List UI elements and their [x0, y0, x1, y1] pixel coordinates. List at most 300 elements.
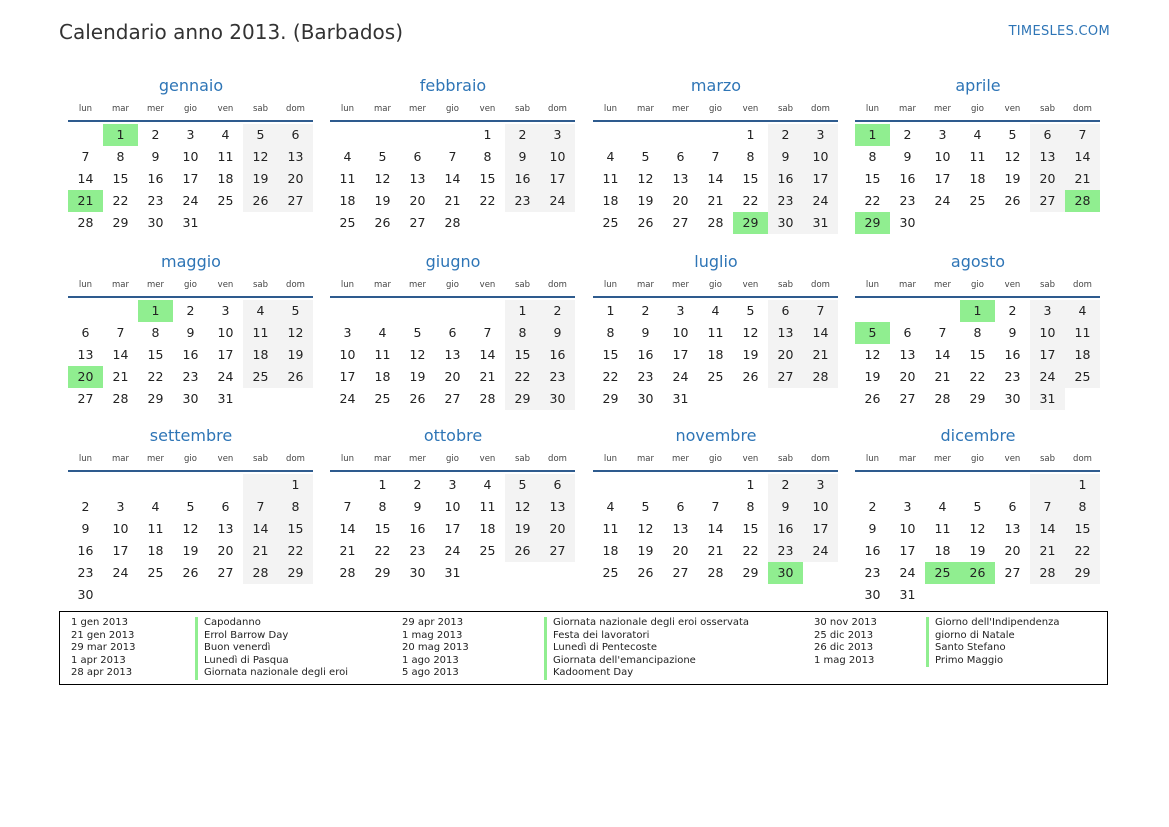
day-cell: 26 — [409, 391, 426, 406]
month-dicembre — [855, 424, 1101, 606]
weekday-header — [855, 100, 1101, 120]
legend-date: 26 dic 2013 — [814, 642, 874, 653]
weekday-label: mar — [637, 104, 654, 114]
day-cell: 25 — [479, 543, 496, 558]
day-cell: 21 — [339, 543, 356, 558]
weekday-label: lun — [340, 454, 355, 464]
legend-date: 25 dic 2013 — [814, 629, 874, 641]
day-grid — [68, 300, 314, 410]
day-cell: 3 — [343, 325, 352, 340]
day-cell: 5 — [278, 300, 313, 322]
day-cell: 19 — [278, 344, 313, 366]
day-cell: 24 — [182, 193, 199, 208]
day-cell: 17 — [1030, 344, 1065, 366]
weekday-label: mar — [112, 280, 129, 290]
legend-names — [544, 617, 749, 680]
day-cell: 25 — [602, 215, 619, 230]
day-cell: 14 — [339, 521, 356, 536]
day-cell: 1 — [278, 474, 313, 496]
day-cell: 17 — [899, 543, 916, 558]
day-cell: 3 — [803, 124, 838, 146]
months-grid — [68, 74, 1102, 604]
weekday-label: dom — [811, 454, 830, 464]
day-cell: 29 — [112, 215, 129, 230]
day-cell: 28 — [339, 565, 356, 580]
day-cell: 28 — [707, 565, 724, 580]
legend-date: 20 mag 2013 — [402, 642, 469, 653]
day-cell: 27 — [278, 190, 313, 212]
weekday-header — [68, 100, 314, 120]
empty-day-cell — [698, 474, 733, 496]
day-cell: 26 — [1004, 193, 1021, 208]
day-cell: 29 — [278, 562, 313, 584]
day-cell: 11 — [217, 149, 234, 164]
day-cell: 20 — [217, 543, 234, 558]
header-divider — [68, 120, 313, 122]
day-cell: 9 — [81, 521, 90, 536]
day-cell: 16 — [77, 543, 94, 558]
day-cell: 14 — [243, 518, 278, 540]
day-cell: 5 — [413, 325, 422, 340]
day-cell: 9 — [868, 521, 877, 536]
weekday-label: mer — [933, 104, 951, 114]
day-cell: 17 — [339, 369, 356, 384]
weekday-label: gio — [709, 454, 722, 464]
day-cell: 2 — [641, 303, 650, 318]
day-cell: 27 — [899, 391, 916, 406]
day-cell: 30 — [182, 391, 199, 406]
day-cell: 24 — [803, 540, 838, 562]
day-cell: 26 — [742, 369, 759, 384]
day-cell: 2 — [151, 127, 160, 142]
day-cell: 15 — [147, 347, 164, 362]
weekday-label: ven — [217, 454, 234, 464]
day-cell: 28 — [112, 391, 129, 406]
day-cell: 16 — [409, 521, 426, 536]
day-cell: 27 — [672, 565, 689, 580]
weekday-label: ven — [479, 454, 496, 464]
legend-date: 29 apr 2013 — [402, 617, 464, 628]
day-cell: 1 — [746, 477, 755, 492]
day-cell: 8 — [505, 322, 540, 344]
day-cell: 5 — [378, 149, 387, 164]
day-cell: 14 — [1030, 518, 1065, 540]
day-cell: 21 — [707, 543, 724, 558]
day-cell: 9 — [151, 149, 160, 164]
day-cell: 27 — [1030, 190, 1065, 212]
day-cell: 31 — [803, 212, 838, 234]
legend-holiday-name: Kadooment Day — [553, 667, 634, 678]
day-cell: 11 — [1065, 322, 1100, 344]
day-cell: 18 — [217, 171, 234, 186]
day-cell: 27 — [768, 366, 803, 388]
day-cell: 5 — [505, 474, 540, 496]
weekday-label: dom — [286, 280, 305, 290]
day-cell: 12 — [864, 347, 881, 362]
day-cell: 12 — [1004, 149, 1021, 164]
empty-day-cell — [138, 474, 173, 496]
day-cell: 25 — [969, 193, 986, 208]
weekday-label: mer — [671, 454, 689, 464]
day-cell: 28 — [444, 215, 461, 230]
day-cell: 7 — [711, 499, 720, 514]
empty-day-cell — [470, 300, 505, 322]
weekday-label: mer — [408, 104, 426, 114]
holiday-day-cell: 1 — [960, 300, 995, 322]
day-cell: 13 — [540, 496, 575, 518]
day-cell: 6 — [448, 325, 457, 340]
day-cell: 26 — [637, 565, 654, 580]
day-cell: 17 — [934, 171, 951, 186]
day-cell: 5 — [1008, 127, 1017, 142]
month-title: gennaio — [158, 76, 224, 95]
day-cell: 29 — [505, 388, 540, 410]
weekday-label: mer — [933, 280, 951, 290]
day-cell: 3 — [903, 499, 912, 514]
empty-day-cell — [68, 300, 103, 322]
day-cell: 7 — [711, 149, 720, 164]
day-cell: 22 — [147, 369, 164, 384]
day-cell: 8 — [868, 149, 877, 164]
day-cell: 10 — [899, 521, 916, 536]
day-cell: 3 — [1030, 300, 1065, 322]
weekday-label: sab — [777, 454, 794, 464]
legend-holiday-name: Lunedì di Pentecoste — [553, 642, 657, 653]
day-cell: 16 — [540, 344, 575, 366]
day-cell: 13 — [1004, 521, 1021, 536]
day-cell: 15 — [969, 347, 986, 362]
day-cell: 16 — [505, 168, 540, 190]
day-cell: 20 — [444, 369, 461, 384]
day-cell: 6 — [278, 124, 313, 146]
weekday-label: ven — [742, 280, 759, 290]
day-cell: 22 — [505, 366, 540, 388]
day-cell: 30 — [637, 391, 654, 406]
month-title: settembre — [149, 426, 233, 445]
day-cell: 18 — [243, 344, 278, 366]
day-cell: 26 — [278, 366, 313, 388]
day-cell: 19 — [637, 193, 654, 208]
legend-dates — [71, 617, 136, 680]
day-cell: 4 — [243, 300, 278, 322]
weekday-label: lun — [865, 454, 880, 464]
day-cell: 23 — [899, 193, 916, 208]
day-cell: 14 — [479, 347, 496, 362]
weekday-label: sab — [252, 104, 269, 114]
weekday-label: ven — [1004, 454, 1021, 464]
day-cell: 4 — [343, 149, 352, 164]
month-title: luglio — [694, 252, 738, 271]
day-cell: 19 — [864, 369, 881, 384]
day-cell: 30 — [540, 388, 575, 410]
legend-date: 28 apr 2013 — [71, 667, 133, 678]
day-cell: 30 — [1004, 391, 1021, 406]
weekday-label: mer — [146, 104, 164, 114]
day-cell: 25 — [339, 215, 356, 230]
day-cell: 16 — [637, 347, 654, 362]
day-cell: 21 — [1065, 168, 1100, 190]
day-cell: 12 — [637, 521, 654, 536]
empty-day-cell — [698, 124, 733, 146]
day-cell: 8 — [1065, 496, 1100, 518]
weekday-header — [330, 276, 576, 296]
weekday-label: lun — [78, 280, 93, 290]
day-cell: 2 — [768, 124, 803, 146]
day-cell: 29 — [1065, 562, 1100, 584]
day-cell: 30 — [768, 212, 803, 234]
empty-day-cell — [400, 300, 435, 322]
day-cell: 17 — [112, 543, 129, 558]
day-grid — [330, 124, 576, 234]
day-cell: 28 — [803, 366, 838, 388]
weekday-label: gio — [184, 454, 197, 464]
day-cell: 15 — [374, 521, 391, 536]
day-cell: 19 — [1004, 171, 1021, 186]
day-cell: 27 — [409, 215, 426, 230]
day-cell: 7 — [1065, 124, 1100, 146]
weekday-label: mer — [146, 454, 164, 464]
day-cell: 18 — [602, 193, 619, 208]
empty-day-cell — [855, 474, 890, 496]
weekday-label: mer — [933, 454, 951, 464]
day-cell: 23 — [637, 369, 654, 384]
holiday-day-cell: 21 — [68, 190, 103, 212]
day-cell: 22 — [374, 543, 391, 558]
month-giugno — [330, 250, 576, 410]
day-cell: 13 — [77, 347, 94, 362]
day-cell: 20 — [540, 518, 575, 540]
day-cell: 23 — [864, 565, 881, 580]
day-cell: 10 — [112, 521, 129, 536]
day-cell: 18 — [602, 543, 619, 558]
day-cell: 19 — [505, 518, 540, 540]
weekday-label: sab — [777, 280, 794, 290]
month-maggio — [68, 250, 314, 410]
legend-names — [195, 617, 348, 680]
day-cell: 11 — [969, 149, 986, 164]
holiday-day-cell: 28 — [1065, 190, 1100, 212]
holiday-day-cell: 20 — [68, 366, 103, 388]
day-cell: 14 — [1065, 146, 1100, 168]
weekday-label: gio — [971, 454, 984, 464]
day-cell: 11 — [602, 171, 619, 186]
day-cell: 26 — [182, 565, 199, 580]
day-cell: 24 — [444, 543, 461, 558]
weekday-label: mar — [374, 104, 391, 114]
day-cell: 6 — [221, 499, 230, 514]
day-cell: 4 — [378, 325, 387, 340]
day-cell: 29 — [374, 565, 391, 580]
empty-day-cell — [103, 474, 138, 496]
weekday-label: ven — [742, 454, 759, 464]
day-cell: 22 — [479, 193, 496, 208]
weekday-label: ven — [479, 280, 496, 290]
day-cell: 14 — [444, 171, 461, 186]
empty-day-cell — [330, 300, 365, 322]
day-cell: 17 — [803, 168, 838, 190]
day-cell: 9 — [1008, 325, 1017, 340]
header-divider — [68, 470, 313, 472]
day-cell: 12 — [278, 322, 313, 344]
legend-holiday-name: giorno di Natale — [935, 629, 1015, 641]
weekday-header — [330, 450, 576, 470]
day-cell: 2 — [903, 127, 912, 142]
day-cell: 20 — [672, 543, 689, 558]
legend-holiday-name: Giornata dell'emancipazione — [553, 654, 696, 666]
weekday-label: mar — [637, 280, 654, 290]
day-cell: 6 — [676, 499, 685, 514]
day-cell: 23 — [1004, 369, 1021, 384]
day-cell: 10 — [217, 325, 234, 340]
day-cell: 15 — [278, 518, 313, 540]
day-cell: 26 — [243, 190, 278, 212]
empty-day-cell — [435, 300, 470, 322]
legend-holiday-name: Giorno dell'Indipendenza — [935, 617, 1060, 628]
empty-day-cell — [68, 474, 103, 496]
day-cell: 20 — [768, 344, 803, 366]
day-cell: 11 — [934, 521, 951, 536]
holiday-day-cell: 1 — [103, 124, 138, 146]
legend-holiday-name: Giornata nazionale degli eroi osservata — [553, 617, 750, 628]
day-cell: 13 — [409, 171, 426, 186]
weekday-label: mar — [112, 454, 129, 464]
month-settembre — [68, 424, 314, 606]
weekday-header — [593, 100, 839, 120]
weekday-label: dom — [548, 280, 567, 290]
weekday-label: sab — [1039, 104, 1056, 114]
day-cell: 4 — [483, 477, 492, 492]
weekday-header — [593, 276, 839, 296]
day-cell: 2 — [768, 474, 803, 496]
weekday-header — [855, 450, 1101, 470]
header-divider — [330, 470, 575, 472]
day-cell: 18 — [147, 543, 164, 558]
day-cell: 9 — [540, 322, 575, 344]
day-cell: 9 — [186, 325, 195, 340]
day-cell: 1 — [606, 303, 615, 318]
weekday-label: dom — [1073, 280, 1092, 290]
weekday-label: lun — [340, 280, 355, 290]
day-cell: 26 — [505, 540, 540, 562]
empty-day-cell — [435, 124, 470, 146]
weekday-label: lun — [603, 454, 618, 464]
weekday-label: sab — [252, 280, 269, 290]
day-cell: 7 — [1030, 496, 1065, 518]
day-cell: 17 — [540, 168, 575, 190]
day-cell: 7 — [938, 325, 947, 340]
empty-day-cell — [628, 474, 663, 496]
page-title: Calendario anno 2013. (Barbados) — [59, 20, 404, 44]
day-cell: 4 — [938, 499, 947, 514]
day-cell: 21 — [112, 369, 129, 384]
day-cell: 8 — [746, 149, 755, 164]
day-cell: 25 — [243, 366, 278, 388]
day-cell: 5 — [641, 149, 650, 164]
empty-day-cell — [330, 474, 365, 496]
day-cell: 8 — [973, 325, 982, 340]
day-cell: 13 — [672, 521, 689, 536]
empty-day-cell — [400, 124, 435, 146]
weekday-label: gio — [709, 280, 722, 290]
day-cell: 19 — [182, 543, 199, 558]
day-cell: 18 — [707, 347, 724, 362]
day-cell: 17 — [803, 518, 838, 540]
day-cell: 7 — [243, 496, 278, 518]
day-cell: 10 — [444, 499, 461, 514]
holiday-day-cell: 26 — [960, 562, 995, 584]
legend-names — [926, 617, 1060, 667]
day-cell: 30 — [899, 215, 916, 230]
month-title: agosto — [950, 252, 1006, 271]
day-cell: 7 — [116, 325, 125, 340]
day-grid — [855, 474, 1101, 606]
empty-day-cell — [103, 300, 138, 322]
day-cell: 8 — [483, 149, 492, 164]
legend-dates — [814, 617, 877, 667]
month-agosto — [855, 250, 1101, 410]
day-cell: 1 — [378, 477, 387, 492]
day-cell: 16 — [768, 518, 803, 540]
day-cell: 3 — [448, 477, 457, 492]
weekday-header — [855, 276, 1101, 296]
day-grid — [593, 124, 839, 234]
weekday-label: lun — [865, 104, 880, 114]
holiday-legend — [59, 611, 1108, 685]
day-cell: 27 — [672, 215, 689, 230]
day-cell: 18 — [479, 521, 496, 536]
day-cell: 15 — [602, 347, 619, 362]
legend-date: 1 apr 2013 — [71, 654, 126, 666]
empty-day-cell — [365, 300, 400, 322]
day-cell: 8 — [378, 499, 387, 514]
day-cell: 18 — [969, 171, 986, 186]
day-cell: 27 — [540, 540, 575, 562]
day-cell: 12 — [374, 171, 391, 186]
day-cell: 4 — [151, 499, 160, 514]
day-cell: 18 — [339, 193, 356, 208]
day-cell: 12 — [182, 521, 199, 536]
holiday-day-cell: 1 — [138, 300, 173, 322]
day-cell: 10 — [672, 325, 689, 340]
day-cell: 12 — [243, 146, 278, 168]
day-cell: 15 — [1065, 518, 1100, 540]
day-cell: 27 — [217, 565, 234, 580]
day-cell: 2 — [505, 124, 540, 146]
day-cell: 4 — [221, 127, 230, 142]
weekday-label: lun — [603, 104, 618, 114]
day-cell: 14 — [77, 171, 94, 186]
brand-link[interactable]: TIMESLES.COM — [1008, 24, 1110, 39]
empty-day-cell — [663, 474, 698, 496]
weekday-label: sab — [1039, 280, 1056, 290]
legend-holiday-name: Festa dei lavoratori — [553, 629, 650, 641]
day-cell: 18 — [1065, 344, 1100, 366]
weekday-label: mar — [374, 280, 391, 290]
header-divider — [68, 296, 313, 298]
day-cell: 16 — [147, 171, 164, 186]
empty-day-cell — [330, 124, 365, 146]
day-cell: 4 — [1065, 300, 1100, 322]
day-cell: 8 — [606, 325, 615, 340]
day-cell: 31 — [182, 215, 199, 230]
holiday-day-cell: 1 — [855, 124, 890, 146]
day-cell: 5 — [243, 124, 278, 146]
weekday-label: mar — [899, 104, 916, 114]
day-cell: 25 — [147, 565, 164, 580]
day-cell: 21 — [1030, 540, 1065, 562]
day-cell: 23 — [540, 366, 575, 388]
day-cell: 26 — [637, 215, 654, 230]
